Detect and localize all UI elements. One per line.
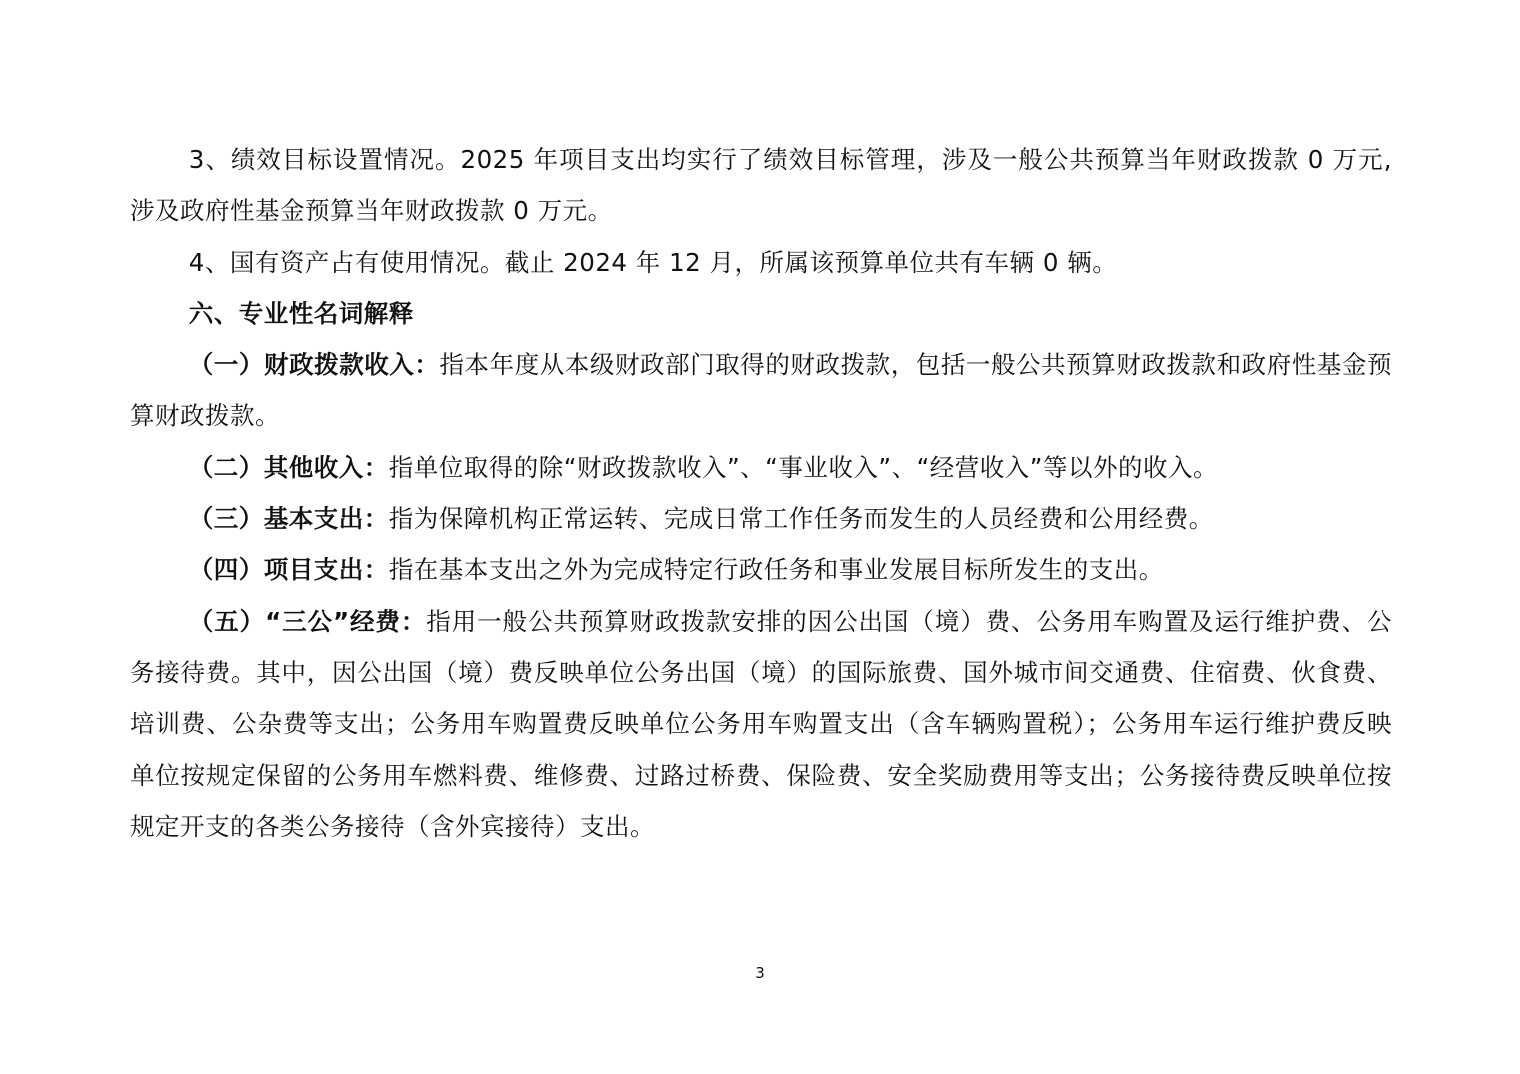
definition-term: （三）基本支出： [188,504,389,534]
definition-text: 指为保障机构正常运转、完成日常工作任务而发生的人员经费和公用经费。 [388,504,1214,534]
definition-term: （四）项目支出： [188,555,389,585]
definition-text: 指本年度从本级财政部门取得的财政拨款，包括一般公共预算财政拨款和政府性基金预算财政拨款。 [130,350,1393,431]
definition-three-public-expenses [130,596,1392,852]
definition-term: （五）“三公”经费： [188,606,427,636]
section-heading-text: 六、专业性名词解释 [188,298,414,328]
page-number: 3 [755,964,765,982]
definition-text: 指在基本支出之外为完成特定行政任务和事业发展目标所发生的支出。 [388,555,1164,585]
paragraph-performance-goals [130,134,1392,237]
definition-fiscal-appropriation-income [130,339,1392,442]
paragraph-state-assets [130,237,1392,288]
section-heading-terms [130,288,1392,339]
definition-project-expenditure [130,544,1392,595]
document-body [130,134,1392,852]
paragraph-text: 3、绩效目标设置情况。2025 年项目支出均实行了绩效目标管理，涉及一般公共预算当年财政拨款 0 万元,涉及政府性基金预算当年财政拨款 0 万元。 [130,145,1392,226]
definition-text: 指单位取得的除“财政拨款收入”、“事业收入”、“经营收入”等以外的收入。 [388,452,1218,482]
definition-term: （二）其他收入： [188,452,389,482]
definition-other-income [130,442,1392,493]
definition-text: 指用一般公共预算财政拨款安排的因公出国（境）费、公务用车购置及运行维护费、公务接待费。其中，因公出国（境）费反映单位公务出国（境）的国际旅费、国外城市间交通费、住宿费、伙食费、培训费、公杂费等支出；公务用车购置费反映单位公务用车购置支出（含车辆购置税）；公务用车运行维护费反映单位按规定保留的公务用车燃料费、维修费、过路过桥费、保险费、安全奖励费用等支出；公务接待费反映单位按规定开支的各类公务接待（含外宾接待）支出。 [130,606,1392,841]
paragraph-text: 4、国有资产占有使用情况。截止 2024 年 12 月，所属该预算单位共有车辆 0 辆。 [188,247,1118,277]
definition-basic-expenditure [130,493,1392,544]
definition-term: （一）财政拨款收入： [188,350,440,380]
